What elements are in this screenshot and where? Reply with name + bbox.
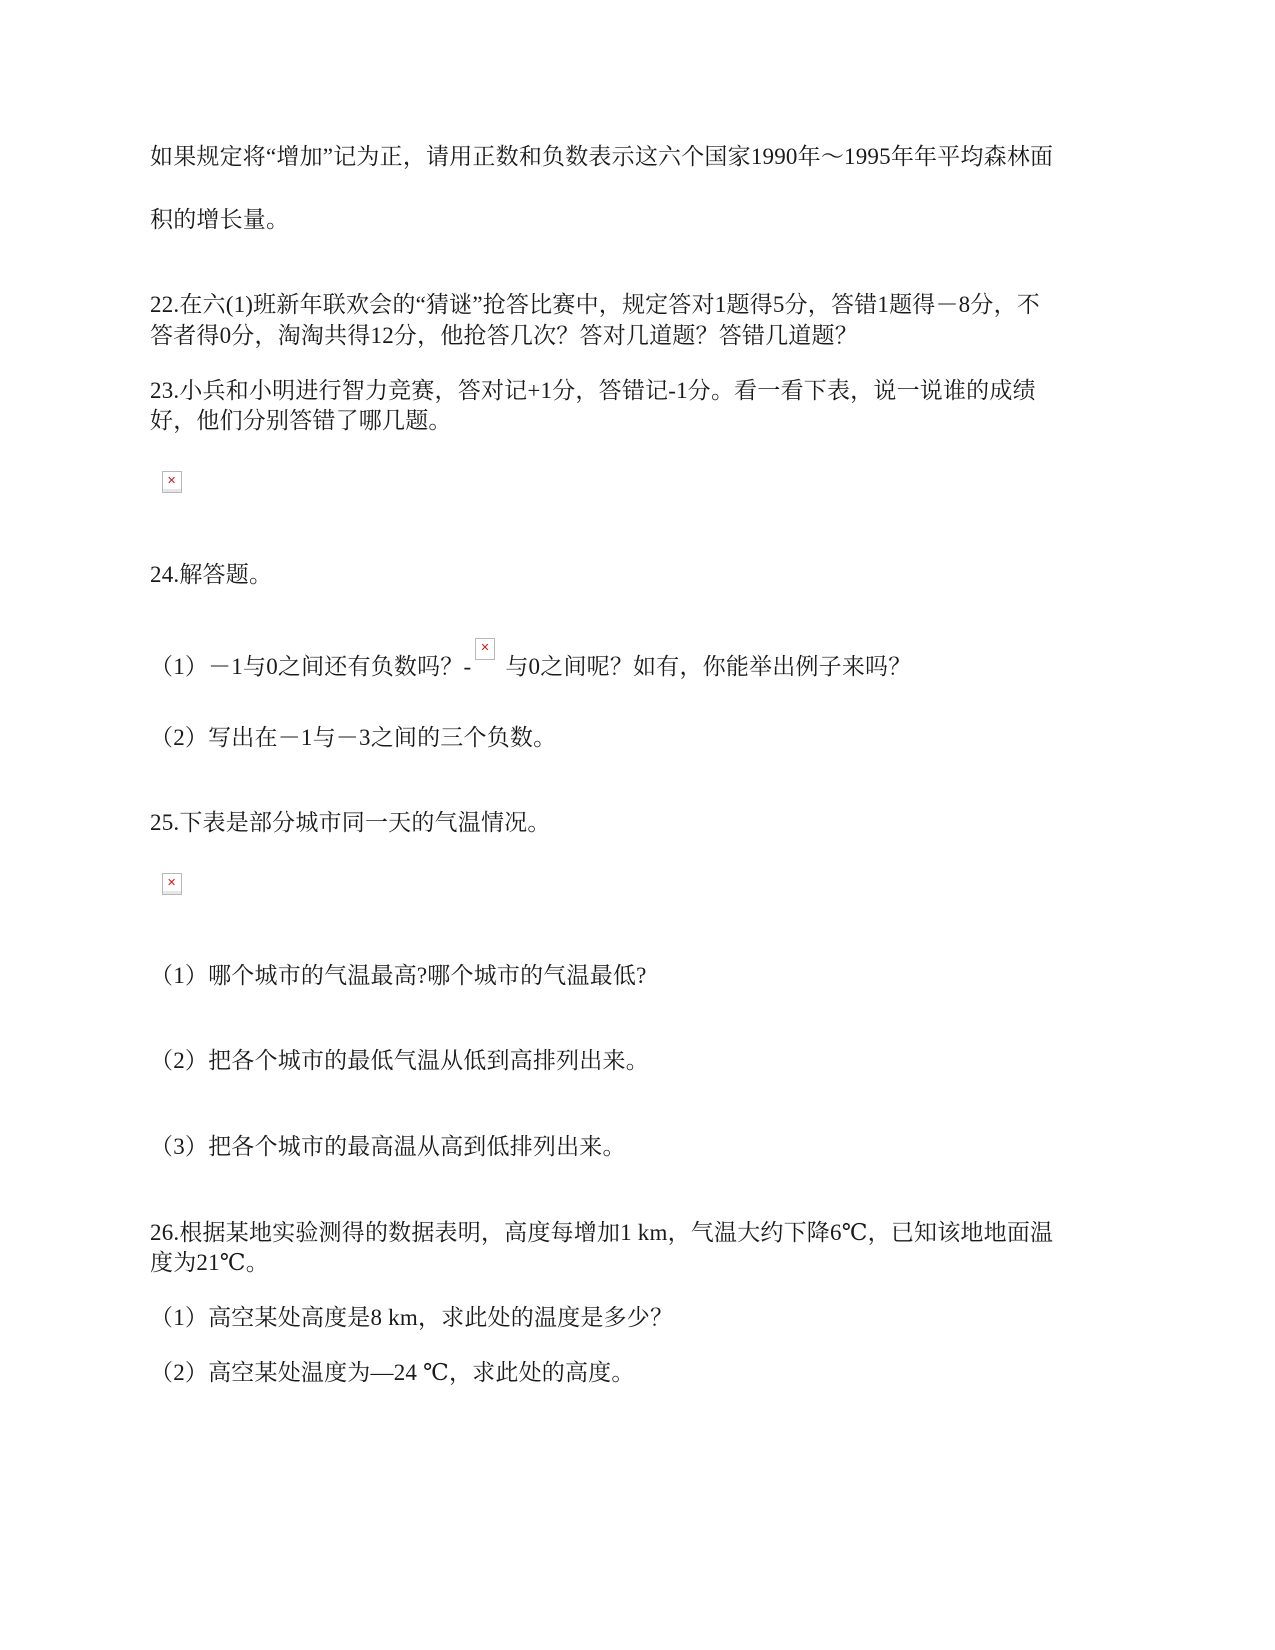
q23-line-1: 23.小兵和小明进行智力竞赛，答对记+1分，答错记-1分。看一看下表，说一说谁的成绩 [150,378,1036,403]
q26-part-1: （1）高空某处高度是8 km，求此处的温度是多少？ [150,1305,674,1330]
q25-part-2: （2）把各个城市的最低气温从低到高排列出来。 [150,1048,649,1073]
q24-part-1 [150,638,911,682]
q21-line-1: 如果规定将“增加”记为正，请用正数和负数表示这六个国家1990年～1995年年平均森林面 [150,144,1054,169]
q26-part-2: （2）高空某处温度为—24 ℃，求此处的高度。 [150,1360,635,1385]
q24-part-1-after: 与0之间呢？如有，你能举出例子来吗？ [505,654,912,679]
q21-line-2: 积的增长量。 [150,207,290,232]
q25-title: 25.下表是部分城市同一天的气温情况。 [150,810,551,835]
broken-image-icon: ✕ [162,873,182,895]
q25-part-1: （1）哪个城市的气温最高?哪个城市的气温最低? [150,963,647,988]
broken-image-icon: ✕ [475,638,495,660]
q22-line-2: 答者得0分，淘淘共得12分，他抢答几次？答对几道题？答错几道题？ [150,323,858,348]
q24-part-1-before: （1）－1与0之间还有负数吗？- [150,654,472,679]
q25-part-3: （3）把各个城市的最高温从高到低排列出来。 [150,1134,626,1159]
q24-title: 24.解答题。 [150,562,273,587]
q23-line-2: 好，他们分别答错了哪几题。 [150,408,452,433]
q22-line-1: 22.在六(1)班新年联欢会的“猜谜”抢答比赛中，规定答对1题得5分，答错1题得－8分，不 [150,292,1040,317]
q26-line-1: 26.根据某地实验测得的数据表明，高度每增加1 km，气温大约下降6℃，已知该地地面温 [150,1220,1054,1245]
q26-line-2: 度为21℃。 [150,1250,269,1275]
q24-part-2: （2）写出在－1与－3之间的三个负数。 [150,725,557,750]
broken-image-icon: ✕ [162,471,182,493]
